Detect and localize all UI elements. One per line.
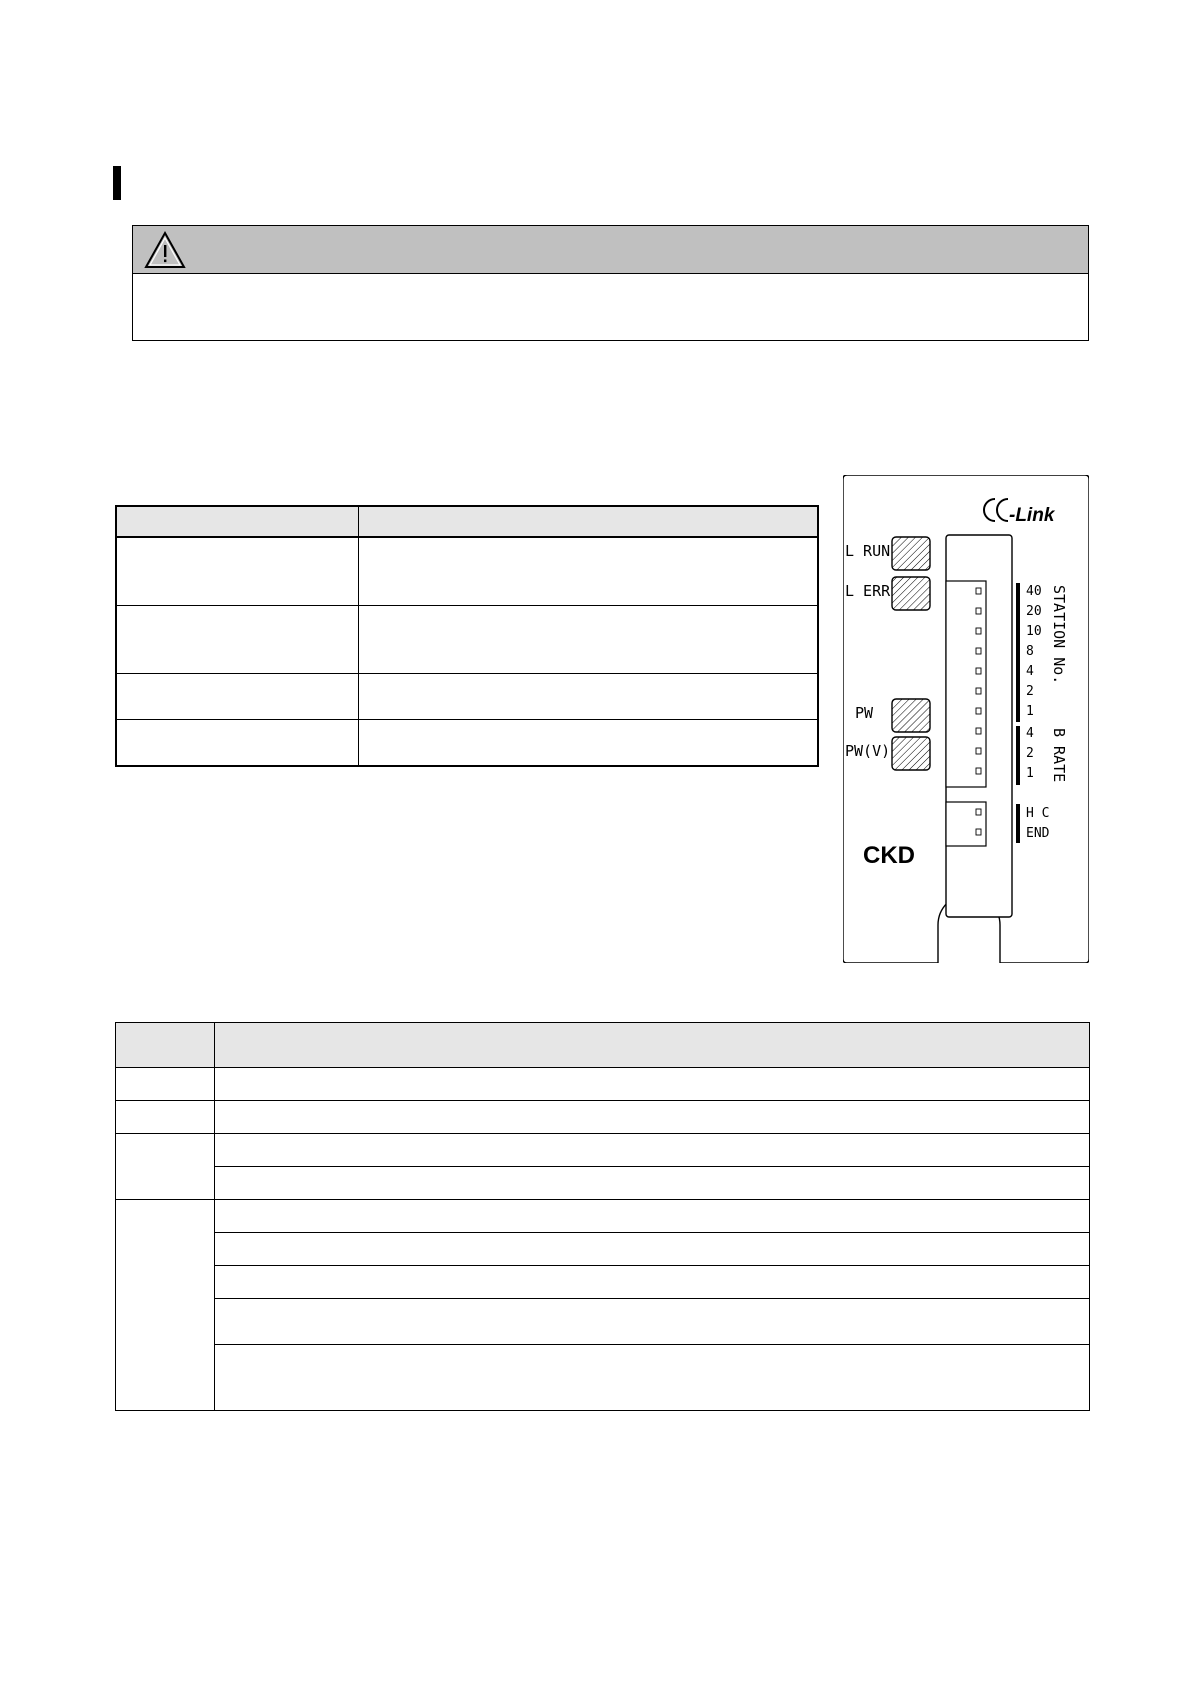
table-row: [116, 1200, 1090, 1233]
svg-text:END: END: [1026, 826, 1050, 841]
table-row: [116, 1101, 1090, 1134]
table-cell: [359, 673, 819, 719]
table-header-cell: [215, 1023, 1090, 1068]
led-l-err: [892, 577, 930, 610]
table-row: [116, 537, 818, 605]
table-cell: [359, 605, 819, 673]
table-cell: [215, 1266, 1090, 1299]
led-label-l-err: L ERR: [845, 582, 891, 600]
table-row: [116, 673, 818, 719]
settings-table: [115, 1022, 1090, 1411]
table-cell: [116, 1068, 215, 1101]
table-cell: [215, 1101, 1090, 1134]
table-cell: [359, 719, 819, 766]
table-row: [116, 719, 818, 766]
table-header-row: [116, 506, 818, 537]
end-group-bar: [1016, 804, 1020, 843]
svg-text:10: 10: [1026, 624, 1042, 639]
table-cell: [215, 1068, 1090, 1101]
table-cell: [116, 673, 359, 719]
table-cell: [215, 1200, 1090, 1233]
svg-text:40: 40: [1026, 584, 1042, 599]
baud-rate-label: B RATE: [1050, 728, 1068, 783]
table-row: [116, 1068, 1090, 1101]
svg-text:4: 4: [1026, 726, 1034, 741]
led-label-l-run: L RUN: [845, 542, 891, 560]
warning-icon: [143, 230, 187, 270]
station-group-bar: [1016, 583, 1020, 722]
table-header-cell: [359, 506, 819, 537]
svg-text:2: 2: [1026, 684, 1034, 699]
table-row: [116, 1299, 1090, 1345]
table-row: [116, 1266, 1090, 1299]
led-indicator-table: [115, 505, 819, 767]
table-row: [116, 1345, 1090, 1411]
table-row: [116, 605, 818, 673]
caution-box: [132, 225, 1089, 341]
table-cell: [215, 1345, 1090, 1411]
led-label-pw: PW: [855, 704, 874, 722]
svg-text:1: 1: [1026, 766, 1034, 781]
cc-link-unit-panel: [843, 475, 1089, 963]
svg-text:4: 4: [1026, 664, 1034, 679]
table-cell: [215, 1167, 1090, 1200]
table-row: [116, 1134, 1090, 1167]
station-no-label: STATION No.: [1050, 585, 1068, 685]
table-cell: [215, 1134, 1090, 1167]
svg-text:20: 20: [1026, 604, 1042, 619]
table-header-cell: [116, 506, 359, 537]
table-header-cell: [116, 1023, 215, 1068]
ckd-logo: CKD: [863, 842, 915, 869]
table-cell: [215, 1233, 1090, 1266]
table-cell: [116, 1200, 215, 1411]
caution-header: [133, 226, 1088, 274]
led-l-run: [892, 537, 930, 570]
table-cell: [116, 605, 359, 673]
table-cell: [116, 1101, 215, 1134]
table-cell: [215, 1299, 1090, 1345]
svg-text:H C: H C: [1026, 806, 1050, 821]
table-row: [116, 1167, 1090, 1200]
table-cell: [116, 537, 359, 605]
svg-text:2: 2: [1026, 746, 1034, 761]
table-cell: [116, 719, 359, 766]
led-pw: [892, 699, 930, 732]
led-pw-v: [892, 737, 930, 770]
table-header-row: [116, 1023, 1090, 1068]
svg-text:1: 1: [1026, 704, 1034, 719]
table-cell: [116, 1134, 215, 1200]
baud-group-bar: [1016, 726, 1020, 785]
table-row: [116, 1233, 1090, 1266]
svg-text:8: 8: [1026, 644, 1034, 659]
section-heading-marker: [113, 166, 121, 200]
led-label-pw-v: PW(V): [845, 742, 891, 760]
svg-text:-Link: -Link: [1009, 505, 1055, 526]
table-cell: [359, 537, 819, 605]
